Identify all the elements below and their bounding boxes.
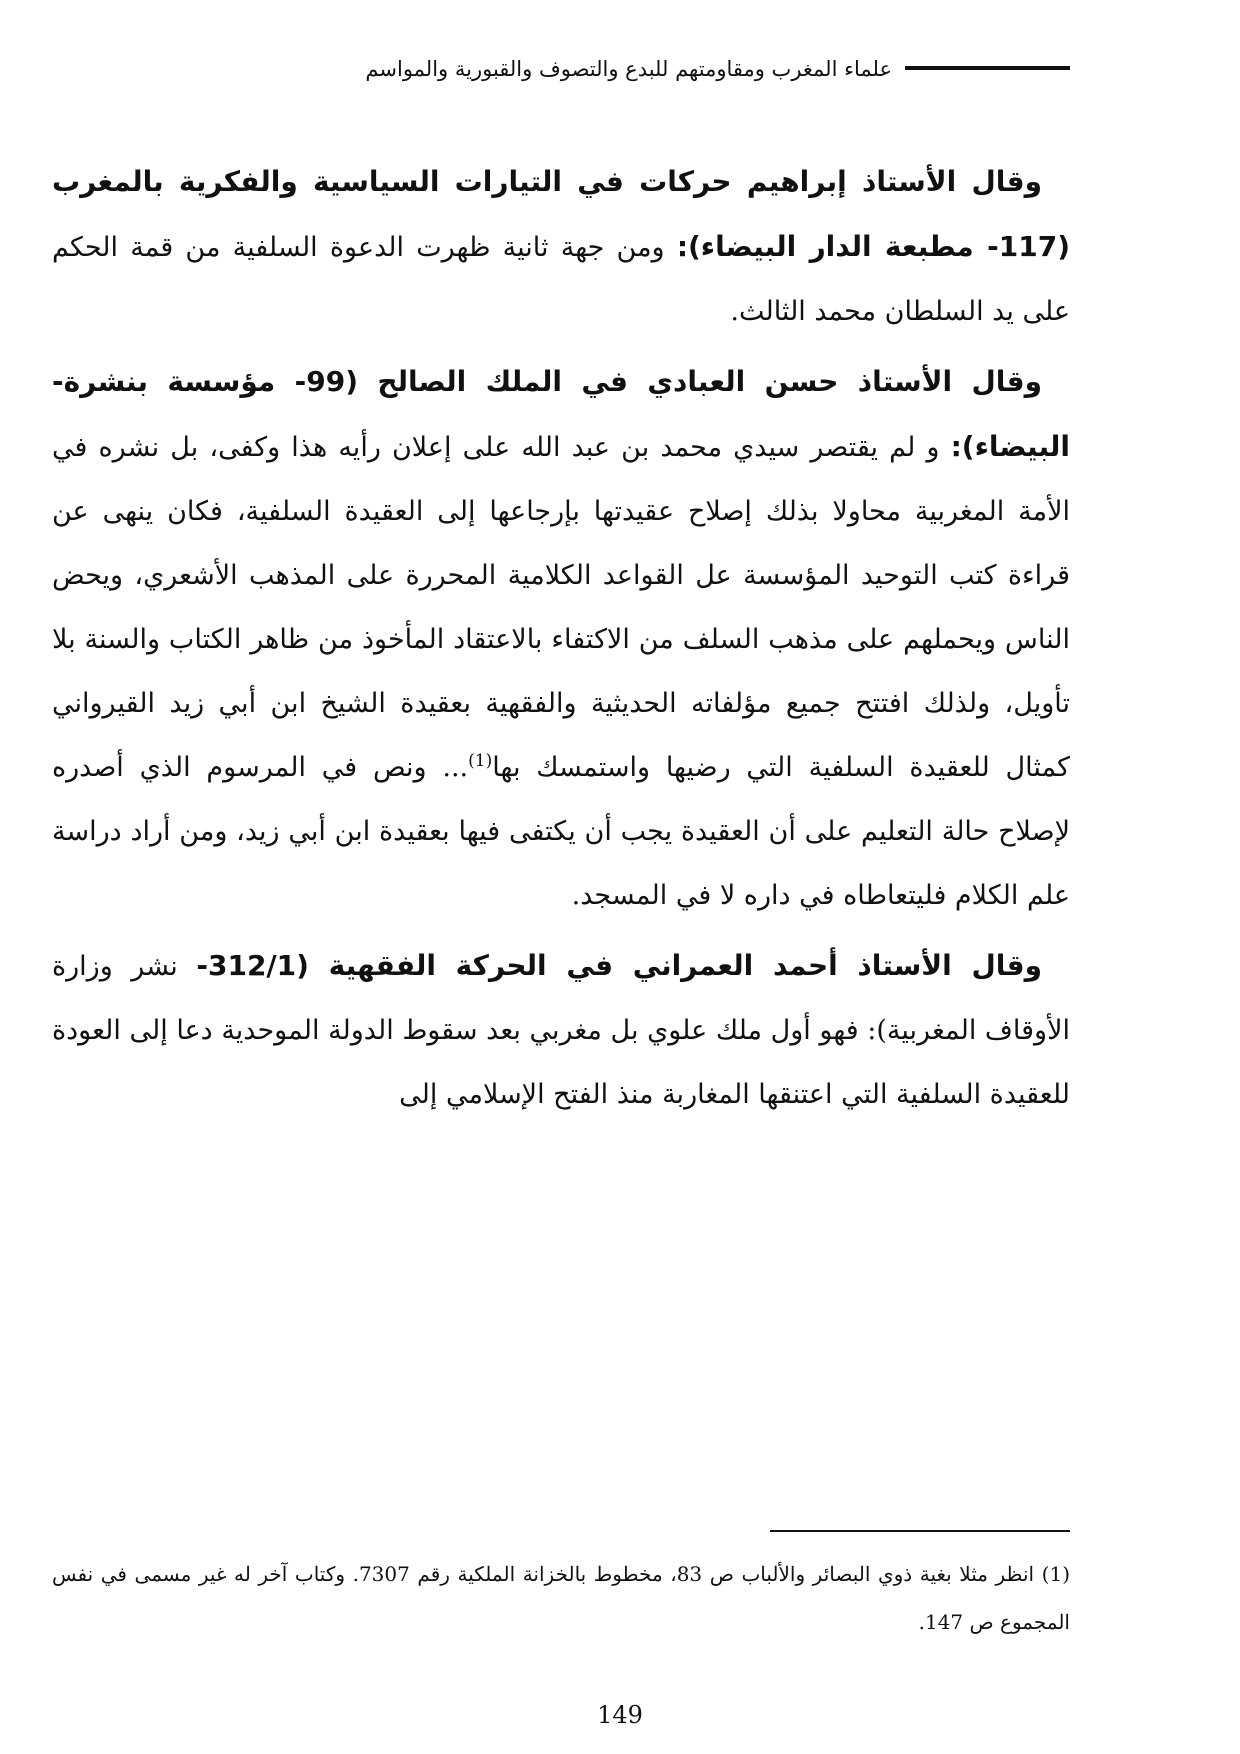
running-header [40,52,1070,86]
running-header-title: علماء المغرب ومقاومتهم للبدع والتصوف والقبورية والمواسم [365,57,892,81]
paragraph-text: نشر وزارة الأوقاف المغربية): فهو أول ملك علوي بل مغربي بعد سقوط الدولة الموحدية دعا إلى العودة للعقيدة السلفية التي اعتنقها المغاربة منذ الفتح الإسلامي إلى [52,951,1070,1110]
paragraph-text: ومن جهة ثانية ظهرت الدعوة السلفية من قمة الحكم على يد السلطان محمد الثالث. [52,232,1070,327]
paragraph-text: و لم يقتصر سيدي محمد بن عبد الله على إعلان رأيه هذا وكفى، بل نشره في الأمة المغربية محاولا بذلك إصلاح عقيدتها بإرجاعها إلى العقيدة السلفية، فكان ينهى عن قراءة كتب التوحيد المؤسسة عل القواعد الكلامية المحررة على المذهب الأشعري، ويحض الناس ويحملهم على مذهب السلف من الاكتفاء بالاعتقاد المأخوذ من ظاهر الكتاب والسنة بلا تأويل، ولذلك افتتح جميع مؤلفاته الحديثية والفقهية بعقيدة الشيخ ابن أبي زيد القيرواني كمثال للعقيدة السلفية التي رضيها واستمسك بها [52,432,1070,783]
paragraph-lead: وقال الأستاذ أحمد العمراني في الحركة الفقهية (312/1- [196,949,1042,982]
paragraph-lead: وقال الأستاذ حسن العبادي في الملك الصالح (99- مؤسسة بنشرة- البيضاء): [52,365,1070,463]
footnote-reference[interactable]: (1) [468,751,493,771]
paragraph-text-continued: ... ونص في المرسوم الذي أصدره لإصلاح حالة التعليم على أن العقيدة يجب أن يكتفى فيها بعقيدة ابن أبي زيد، ومن أراد دراسة علم الكلام فليتعاطاه في داره لا في المسجد. [52,752,1070,911]
paragraph [52,150,1070,344]
header-rule [905,66,1070,70]
footnote: (1) انظر مثلا بغية ذوي البصائر والألباب ص 83، مخطوط بالخزانة الملكية رقم 7307. وكتاب آخر له غير مسمى في نفس المجموع ص 147. [52,1562,1071,1634]
page-number: 149 [597,1701,643,1729]
paragraph-lead: وقال الأستاذ إبراهيم حركات في التيارات السياسية والفكرية بالمغرب (117- مطبعة الدار البيضاء): [52,165,1070,263]
paragraph [52,350,1070,928]
body-text [52,150,1070,1127]
footnote-separator [770,1530,1070,1532]
paragraph [52,934,1070,1127]
footnotes [52,1550,1070,1646]
